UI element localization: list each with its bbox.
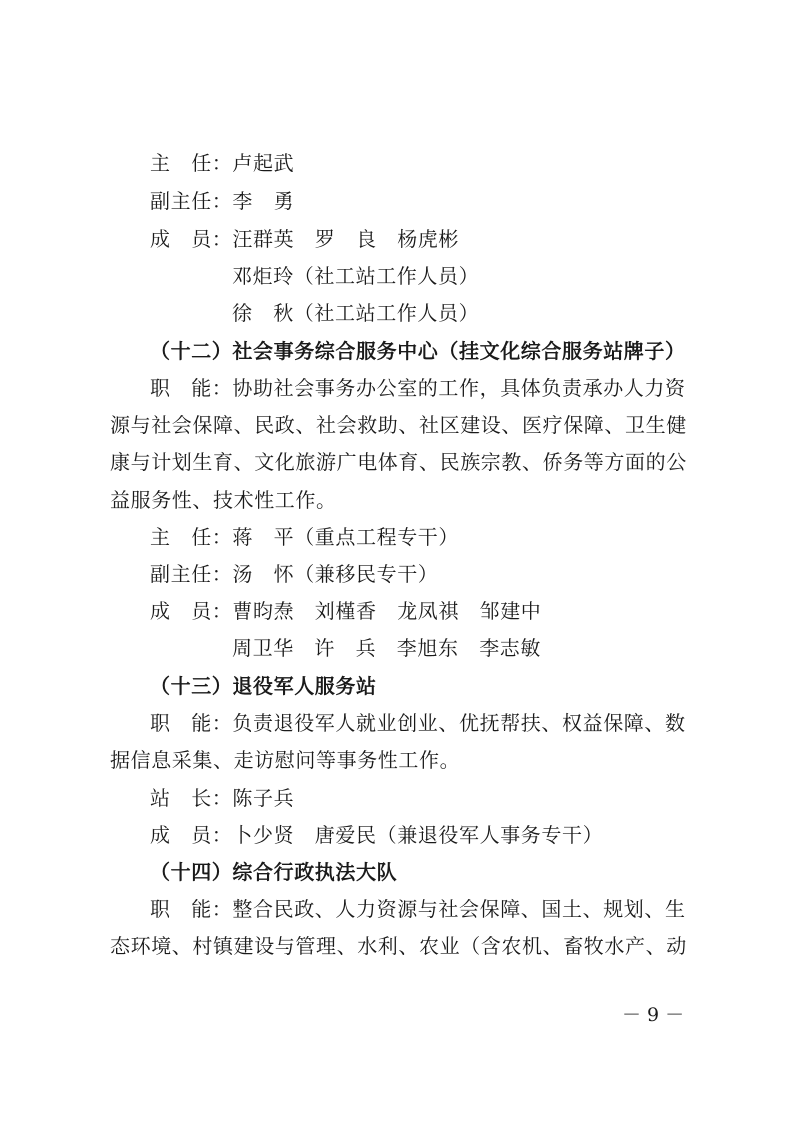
section-heading-14: （十四）综合行政执法大队 (150, 860, 398, 884)
page-number: － 9 － (622, 1004, 685, 1026)
text-line-deputy: 副主任：汤 怀（兼移民专干） (150, 562, 439, 586)
text-line-members-cont: 周卫华 许 兵 李旭东 李志敏 (232, 636, 541, 660)
section-heading-13: （十三）退役军人服务站 (150, 674, 377, 698)
text-line-function: 职 能：负责退役军人就业创业、优抚帮扶、权益保障、数 (150, 711, 686, 735)
text-line-leader: 主 任：卢起武 (150, 151, 295, 175)
text-line-deputy: 副主任：李 勇 (150, 189, 295, 213)
text-line-function-cont: 源与社会保障、民政、社会救助、社区建设、医疗保障、卫生健 (110, 413, 687, 437)
text-line-function-cont: 态环境、村镇建设与管理、水利、农业（含农机、畜牧水产、动 (110, 934, 687, 958)
text-line-function-cont: 康与计划生育、文化旅游广电体育、民族宗教、侨务等方面的公 (110, 450, 687, 474)
text-line-station-head: 站 长：陈子兵 (150, 786, 295, 810)
text-line-function: 职 能：协助社会事务办公室的工作，具体负责承办人力资 (150, 376, 686, 400)
text-line-members: 成 员：卜少贤 唐爱民（兼退役军人事务专干） (150, 823, 604, 847)
text-line-members: 成 员：汪群英 罗 良 杨虎彬 (150, 227, 459, 251)
text-line-leader: 主 任：蒋 平（重点工程专干） (150, 525, 459, 549)
text-line-function: 职 能：整合民政、人力资源与社会保障、国土、规划、生 (150, 897, 686, 921)
section-heading-12: （十二）社会事务综合服务中心（挂文化综合服务站牌子） (150, 339, 686, 363)
text-line-members-cont: 邓炬玲（社工站工作人员） (232, 264, 480, 288)
text-line-function-cont: 据信息采集、走访慰问等事务性工作。 (110, 748, 461, 772)
text-line-members: 成 员：曹昀焘 刘槿香 龙凤祺 邹建中 (150, 599, 542, 623)
text-line-function-cont: 益服务性、技术性工作。 (110, 488, 337, 512)
text-line-members-cont: 徐 秋（社工站工作人员） (232, 301, 480, 325)
